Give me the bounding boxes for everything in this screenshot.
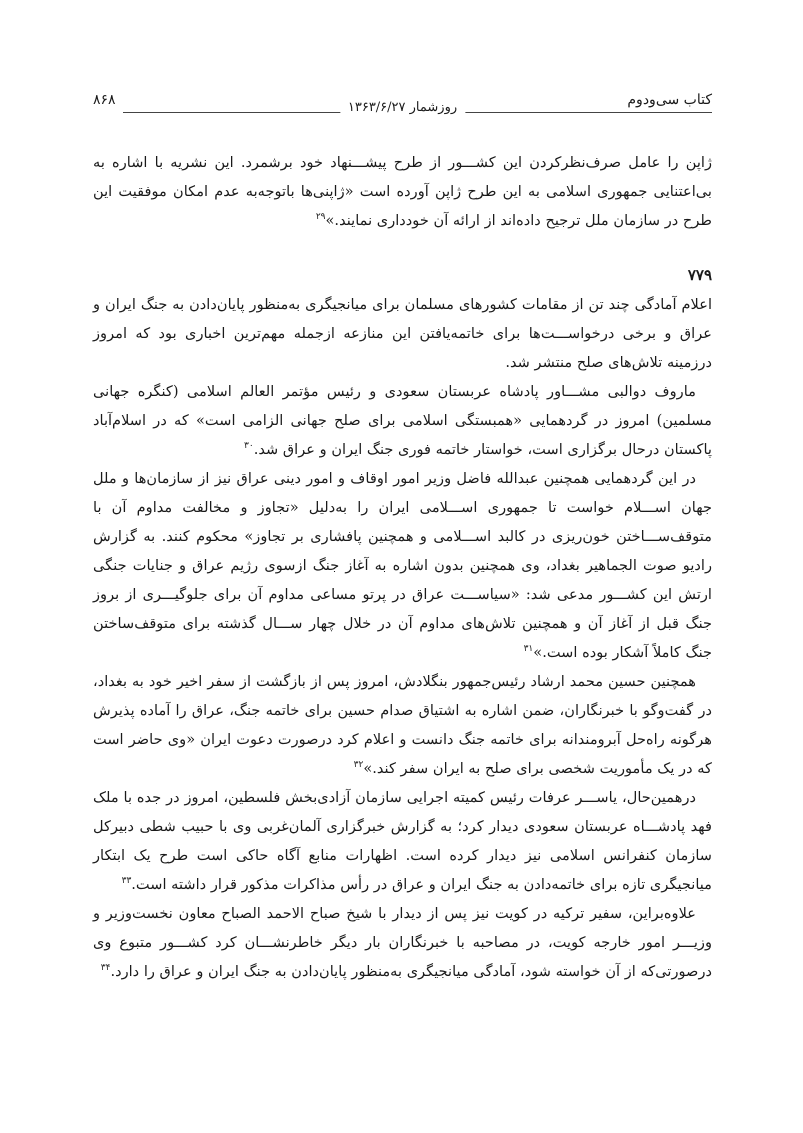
paragraph [93, 783, 712, 899]
entry-number: ۷۷۹ [687, 266, 712, 284]
footnote-ref[interactable]: ۳۴ [100, 963, 111, 974]
paragraph-text: اعلام آمادگی چند تن از مقامات کشورهای مسلمان برای میانجیگری به‌منظور پایان‌دادن به جنگ ایران و عراق و برخی درخواســـت‌ها برای خاتمه‌یافتن این منازعه ازجمله مهم‌ترین اخباری بود که امروز درزمینه تلاش‌های صلح منتشر شد. [93, 296, 712, 371]
footnote-ref[interactable]: ۳۳ [121, 876, 132, 887]
footnote-ref[interactable]: ۲۹ [315, 212, 326, 223]
page-header [93, 88, 712, 118]
paragraph [93, 377, 712, 464]
header-date: روزشمار ۱۳۶۳/۶/۲۷ [340, 100, 465, 115]
paragraph-text: همچنین حسین محمد ارشاد رئیس‌جمهور بنگلادش، امروز پس از بازگشت از سفر اخیر خود به بغداد، در گفت‌وگو با خبرنگاران، ضمن اشاره به اشتیاق صدام حسین برای خاتمه جنگ، عراق را آماده پذیرش هرگونه راه‌حل آبرومندانه برای خاتمه جنگ دانست و اعلام کرد درصورت دعوت ایران «وی حاضر است که در یک مأموریت شخصی برای صلح به ایران سفر کند.» [93, 673, 712, 777]
footnote-ref[interactable]: ۳۱ [523, 644, 534, 655]
paragraph-text: درهمین‌حال، یاســـر عرفات رئیس کمیته اجرایی سازمان آزادی‌بخش فلسطین، امروز در جده با ملک فهد پادشـــاه عربستان سعودی دیدار کرد؛ به گزارش خبرگزاری آلمان‌غربی وی با حبیب شطی دبیرکل سازمان کنفرانس اسلامی نیز دیدار کرده است. اظهارات منابع آگاه حاکی است طرح یک ابتکار میانجیگری تازه برای خاتمه‌دادن به جنگ ایران و عراق در رأس مذاکرات مذکور قرار داشته است. [93, 789, 712, 893]
page-number: ۸۶۸ [93, 92, 116, 108]
paragraph-text: ماروف دوالبی مشـــاور پادشاه عربستان سعودی و رئیس مؤتمر العالم اسلامی (کنگره جهانی مسلمین) امروز در گردهمایی «همبستگی اسلامی برای صلح جهانی الزامی است» که در اسلام‌آباد پاکستان درحال برگزاری است، خواستار خاتمه فوری جنگ ایران و عراق شد. [93, 383, 712, 458]
paragraph [93, 148, 712, 235]
page-body [93, 148, 712, 986]
paragraph-text: ژاپن را عامل صرف‌نظرکردن این کشـــور از طرح پیشـــنهاد خود برشمرد. این نشریه با اشاره به بی‌اعتنایی جمهوری اسلامی به این طرح ژاپن آورده است «ژاپنی‌ها باتوجه‌به عدم امکان موفقیت این طرح در سازمان ملل ترجیح داده‌اند از ارائه آن خودداری نمایند.» [93, 154, 712, 229]
paragraph [93, 290, 712, 377]
paragraph [93, 667, 712, 783]
footnote-ref[interactable]: ۳۲ [353, 760, 364, 771]
paragraph-text: در این گردهمایی همچنین عبدالله فاضل وزیر امور اوقاف و امور دینی عراق نیز از سازمان‌ها و ملل جهان اســـلام خواست تا جمهوری اســـلامی ایران را به‌دلیل «تجاوز و مخالفت مداوم آن با متوقف‌ســـاختن خون‌ریزی در کالبد اســـلامی و همچنین پافشاری بر تجاوز» محکوم کنند. به گزارش رادیو صوت الجماهیر بغداد، وی همچنین بدون اشاره به آغاز جنگ ازسوی رژیم عراق و جنایات جنگی ارتش این کشـــور مدعی شد: «سیاســـت عراق در پرتو مساعی مداوم آن برای جلوگیـــری از بروز جنگ قبل از آغاز آن و همچنین تلاش‌های مداوم آن در خلال چهار ســـال گذشته برای متوقف‌ساختن جنگ کاملاً آشکار بوده است.» [93, 470, 712, 661]
paragraph-text: علاوه‌براین، سفیر ترکیه در کویت نیز پس از دیدار با شیخ صباح الاحمد الصباح معاون نخست‌وزیر و وزیـــر امور خارجه کویت، در مصاحبه با خبرنگاران بار دیگر خاطرنشـــان کرد کشـــور متبوع وی درصورتی‌که از آن خواسته شود، آمادگی میانجیگری به‌منظور پایان‌دادن به جنگ ایران و عراق را دارد. [93, 905, 712, 980]
paragraph [93, 464, 712, 667]
book-title: کتاب سی‌ودوم [627, 92, 712, 108]
footnote-ref[interactable]: ۳۰ [244, 441, 254, 452]
paragraph [93, 899, 712, 986]
